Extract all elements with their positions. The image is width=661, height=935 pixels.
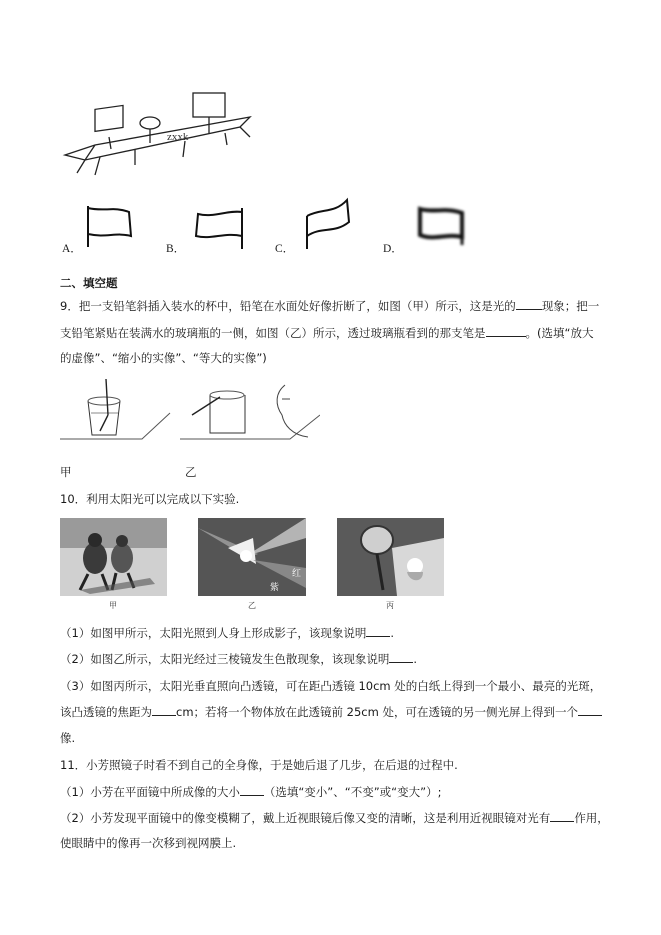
q10-part-3-line-3: 像. bbox=[60, 731, 76, 745]
q9-line1-text: 9．把一支铅笔斜插入装水的杯中，铅笔在水面处好像折断了，如图（甲）所示，这是光的 bbox=[60, 299, 516, 313]
q11-p2-end: 作用， bbox=[574, 811, 609, 825]
option-d-label: D． bbox=[383, 243, 403, 255]
q11-p2-text: （2）小芳发现平面镜中的像变模糊了，戴上近视眼镜后像又变的清晰，这是利用近视眼镜对光有 bbox=[60, 811, 551, 825]
q11-blank-1[interactable] bbox=[240, 795, 264, 796]
q9-line1-end: 现象；把一 bbox=[541, 299, 600, 313]
q10-caption-yi: 乙 bbox=[248, 601, 256, 610]
q10-caption-jia: 甲 bbox=[109, 601, 117, 610]
q9-line3-text: 的虚像”、“缩小的实像”、“等大的实像”) bbox=[60, 351, 267, 365]
option-c-flag-icon bbox=[302, 196, 362, 251]
q9-figure bbox=[60, 375, 320, 447]
q11-p1-text: （1）小芳在平面镜中所成像的大小 bbox=[60, 785, 240, 799]
q10-p3-line2a: 该凸透镜的焦距为 bbox=[60, 705, 152, 719]
q10-photo-jia bbox=[60, 518, 167, 596]
q10-part-3-line-1 bbox=[60, 679, 601, 694]
q10-p2-text: （2）如图乙所示，太阳光经过三棱镜发生色散现象，该现象说明 bbox=[60, 652, 390, 666]
q9-line2-end: 。(选填“放大 bbox=[525, 326, 594, 340]
q9-label-yi: 乙 bbox=[185, 465, 197, 479]
q10-blank-3[interactable] bbox=[152, 715, 176, 716]
q11-p1-end: （选填“变小”、“不变”或“变大”）; bbox=[263, 785, 442, 799]
q9-line2-text: 支铅笔紧贴在装满水的玻璃瓶的一侧，如图（乙）所示，透过玻璃瓶看到的那支笔是 bbox=[60, 326, 486, 340]
q9-blank-2[interactable] bbox=[486, 336, 526, 337]
q10-part-2 bbox=[60, 652, 417, 667]
q9-line-3 bbox=[60, 351, 267, 366]
option-a-flag-icon bbox=[84, 204, 144, 249]
q9-blank-1[interactable] bbox=[516, 309, 542, 310]
q9-label-jia: 甲 bbox=[60, 465, 72, 479]
q10-part-3-line-2 bbox=[60, 705, 602, 720]
q11-part-2 bbox=[60, 811, 609, 826]
q10-photo-bing bbox=[337, 518, 444, 596]
q10-p2-end: . bbox=[413, 652, 417, 666]
option-b-flag-icon bbox=[192, 206, 252, 251]
option-a-label: A． bbox=[62, 243, 82, 255]
q10-p1-end: . bbox=[390, 626, 394, 640]
figure-watermark: zxxk bbox=[167, 131, 189, 143]
q10-photo-label-red: 红 bbox=[292, 569, 302, 579]
q11-part-3: 使眼睛中的像再一次移到视网膜上. bbox=[60, 836, 237, 850]
q10-blank-1[interactable] bbox=[366, 636, 390, 637]
q10-p3-line1: （3）如图丙所示，太阳光垂直照向凸透镜，可在距凸透镜 10cm 处的白纸上得到一个最小、最亮的光斑， bbox=[60, 679, 602, 693]
option-d-flag-icon bbox=[412, 203, 472, 248]
q10-photo-label-violet: 紫 bbox=[270, 583, 280, 593]
section-title: 二、填空题 bbox=[60, 276, 118, 290]
q10-p1-text: （1）如图甲所示，太阳光照到人身上形成影子，该现象说明 bbox=[60, 626, 367, 640]
q9-line-1 bbox=[60, 299, 599, 314]
q10-caption-bing: 丙 bbox=[386, 601, 394, 610]
q9-line-2 bbox=[60, 326, 593, 341]
q11-blank-2[interactable] bbox=[550, 821, 574, 822]
option-c-label: C． bbox=[275, 243, 295, 255]
optical-bench-figure bbox=[55, 85, 285, 185]
q10-part-1 bbox=[60, 626, 394, 641]
q10-title: 10．利用太阳光可以完成以下实验. bbox=[60, 492, 240, 506]
q10-blank-2[interactable] bbox=[389, 662, 413, 663]
q11-part-1 bbox=[60, 785, 441, 800]
option-b-label: B． bbox=[166, 243, 186, 255]
q10-blank-4[interactable] bbox=[578, 715, 602, 716]
q10-photo-yi bbox=[198, 518, 306, 596]
q11-title: 11．小芳照镜子时看不到自己的全身像，于是她后退了几步，在后退的过程中. bbox=[60, 758, 458, 772]
q10-p3-line2b: cm；若将一个物体放在此透镜前 25cm 处，可在透镜的另一侧光屏上得到一个 bbox=[176, 705, 578, 719]
